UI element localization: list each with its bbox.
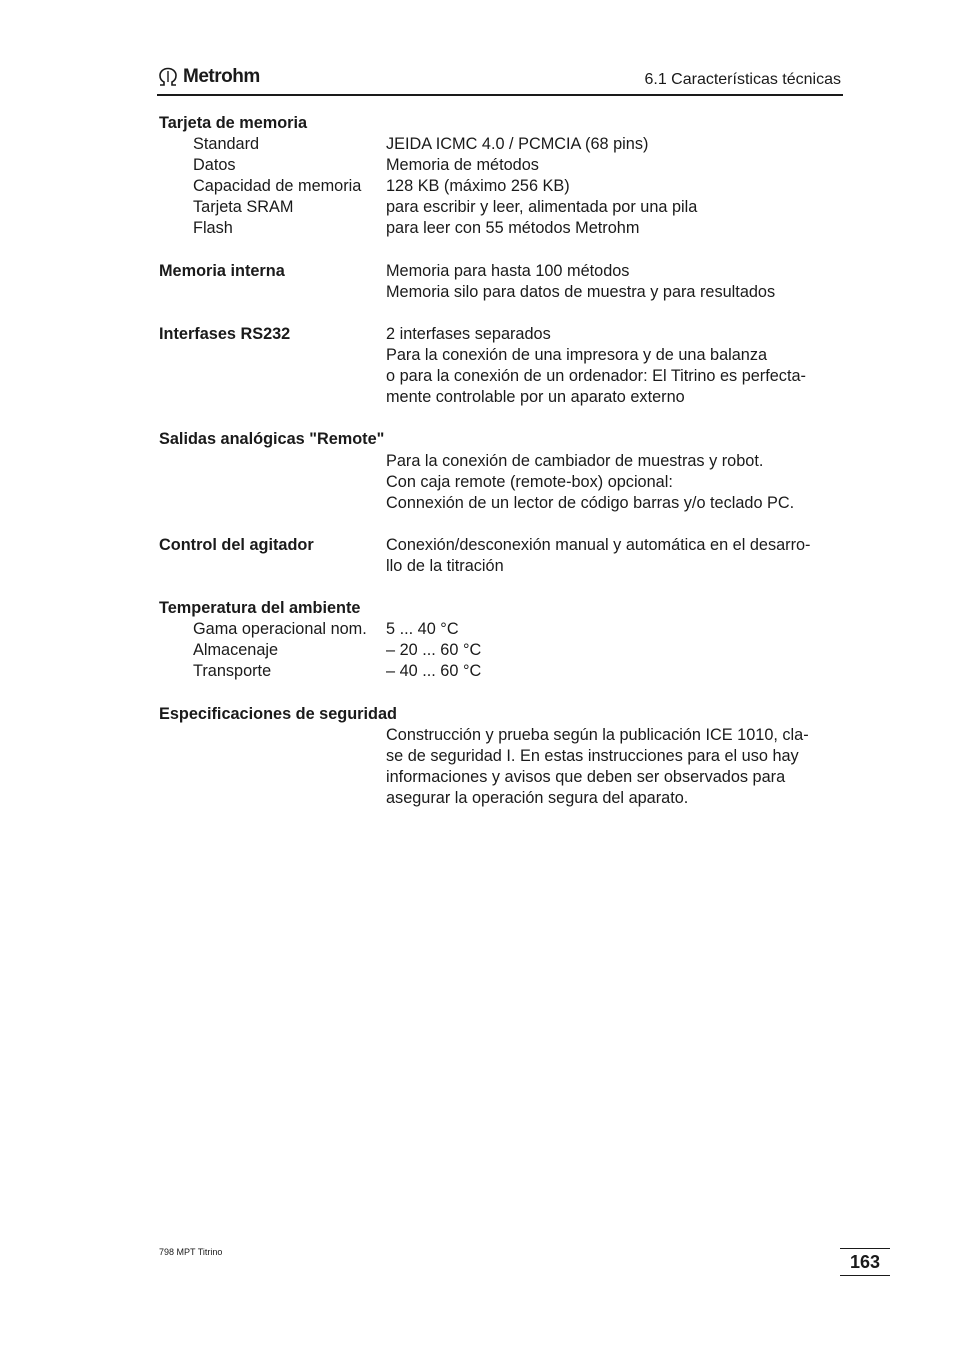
metrohm-logo (157, 66, 260, 88)
section-heading: Tarjeta de memoria (159, 114, 308, 132)
section-heading: Temperatura del ambiente (159, 599, 361, 618)
spec-line: Para la conexión de una impresora y de una balanza (386, 346, 768, 365)
spec-row (159, 261, 849, 282)
spec-label: Transporte (193, 662, 272, 681)
spec-line: Conexión/desconexión manual y automática en el desarro- (386, 535, 811, 554)
spec-label: Gama operacional nom. (193, 620, 367, 639)
footer-product: 798 MPT Titrino (159, 1247, 223, 1257)
spec-line: Memoria silo para datos de muestra y para resultados (386, 282, 776, 301)
section-heading: Memoria interna (159, 261, 285, 280)
spec-line: Construcción y prueba según la publicación ICE 1010, cla- (386, 725, 809, 744)
spec-label: Almacenaje (193, 641, 279, 660)
spec-row (159, 155, 849, 176)
spec-row (159, 640, 849, 661)
spec-value: Memoria de métodos (386, 156, 539, 175)
section-heading: Especificaciones de seguridad (159, 704, 397, 723)
spec-row (159, 218, 849, 239)
spec-line: Connexión de un lector de código barras y/o teclado PC. (386, 493, 795, 512)
spec-line: mente controlable por un aparato externo (386, 388, 685, 407)
spec-label: Flash (193, 219, 233, 238)
spec-line: Con caja remote (remote-box) opcional: (386, 472, 673, 491)
memory-card-section (159, 113, 849, 240)
spec-value: 128 KB (máximo 256 KB) (386, 177, 570, 196)
section-heading: Salidas analógicas "Remote" (159, 430, 385, 449)
internal-memory-section (159, 261, 849, 303)
spec-row (159, 134, 849, 155)
spec-label: Tarjeta SRAM (193, 198, 294, 217)
page-number-box (840, 1248, 890, 1276)
spec-line: asegurar la operación segura del aparato. (386, 789, 689, 807)
spec-value: para leer con 55 métodos Metrohm (386, 219, 640, 238)
spec-row (159, 535, 849, 556)
spec-row (159, 176, 849, 197)
remote-section (159, 429, 849, 513)
spec-line: o para la conexión de un ordenador: El Titrino es perfecta- (386, 367, 806, 386)
safety-section (159, 704, 849, 809)
spec-line: Memoria para hasta 100 métodos (386, 261, 630, 280)
section-heading: Interfases RS232 (159, 324, 291, 343)
rs232-section (159, 324, 849, 408)
spec-value: JEIDA ICMC 4.0 / PCMCIA (68 pins) (386, 135, 649, 154)
spec-line: se de seguridad I. En estas instrucciones para el uso hay (386, 746, 799, 765)
spec-line: Para la conexión de cambiador de muestras y robot. (386, 451, 764, 470)
spec-label: Standard (193, 135, 260, 154)
spec-value: 5 ... 40 °C (386, 620, 459, 639)
page-number: 163 (849, 1252, 881, 1272)
spec-value: para escribir y leer, alimentada por una pila (386, 198, 698, 217)
spec-value: – 20 ... 60 °C (386, 641, 482, 660)
temperature-section (159, 598, 849, 682)
stirrer-section (159, 535, 849, 577)
section-title: 6.1 Características técnicas (644, 71, 841, 88)
spec-content (159, 113, 849, 830)
spec-row (159, 197, 849, 218)
spec-line: llo de la titración (386, 556, 504, 575)
spec-row (159, 324, 849, 345)
logo-text: Metrohm (183, 66, 260, 87)
spec-row (159, 661, 849, 682)
spec-line: informaciones y avisos que deben ser observados para (386, 767, 786, 786)
section-heading: Control del agitador (159, 535, 314, 554)
page-header (157, 64, 843, 96)
omega-icon (157, 67, 179, 87)
spec-label: Capacidad de memoria (193, 177, 362, 196)
spec-row (159, 619, 849, 640)
spec-value: – 40 ... 60 °C (386, 662, 482, 681)
spec-line: 2 interfases separados (386, 324, 551, 343)
spec-label: Datos (193, 156, 236, 175)
